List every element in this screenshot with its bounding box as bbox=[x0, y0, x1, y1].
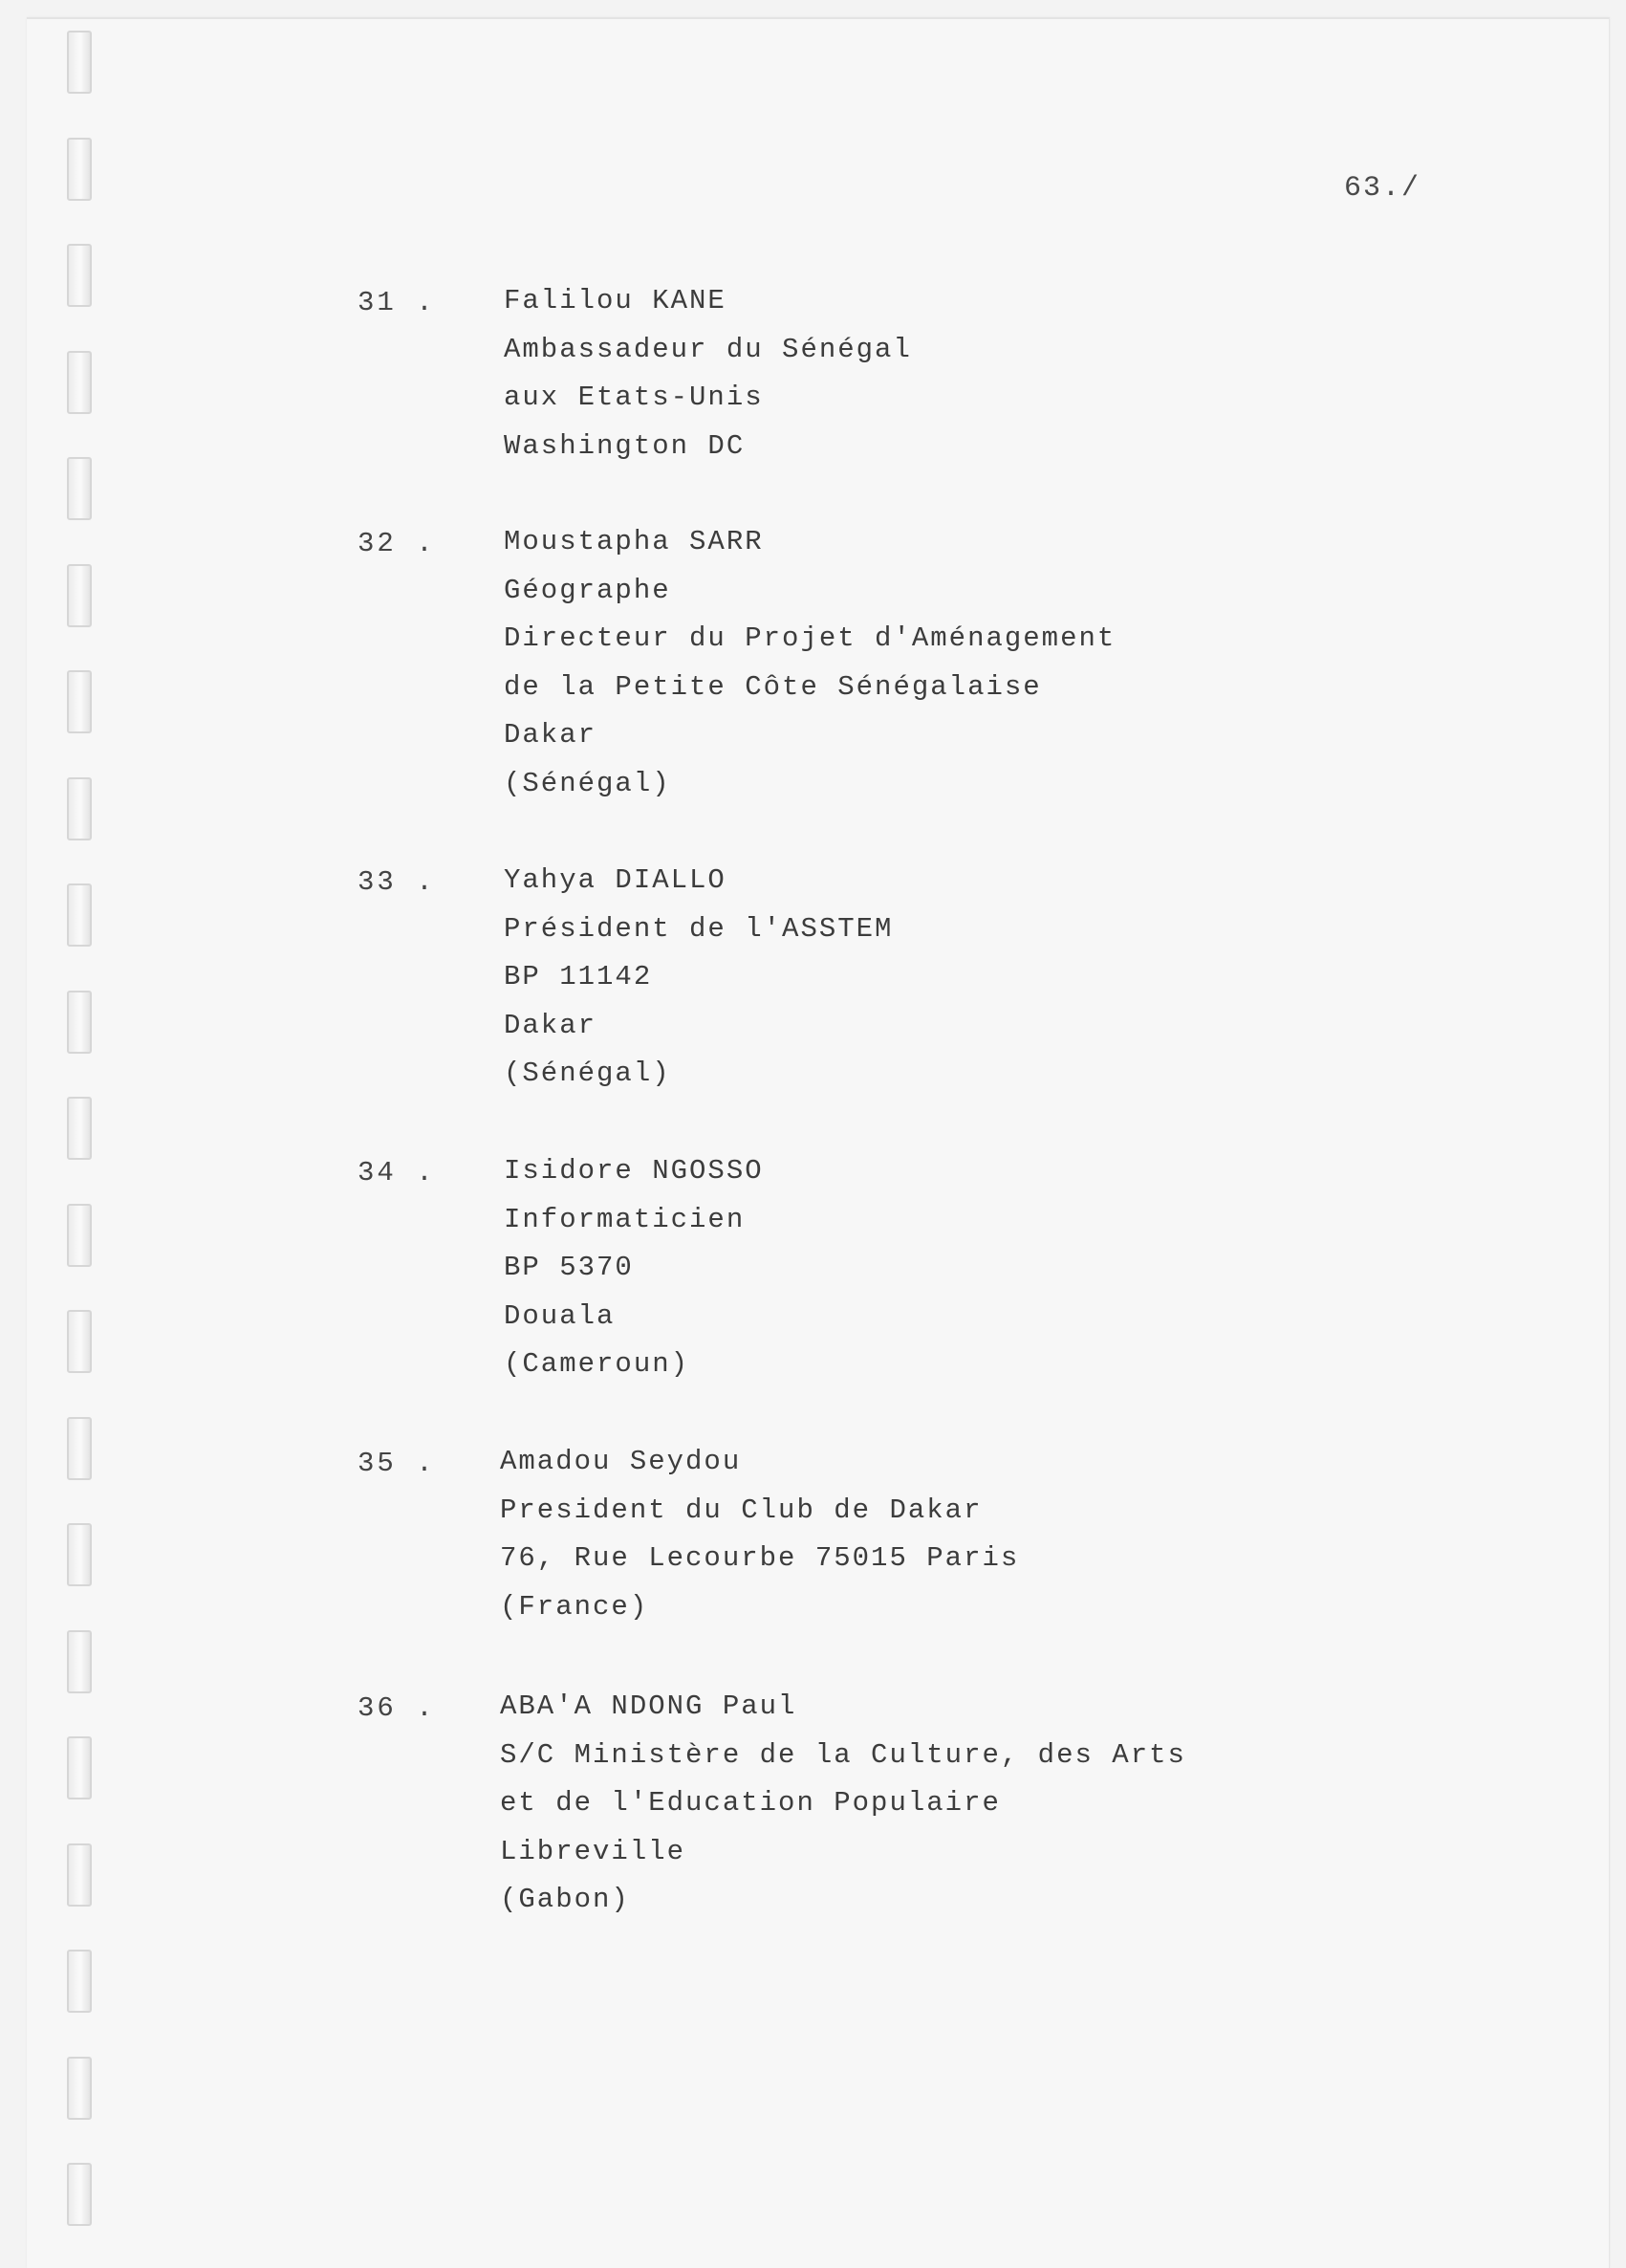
entry-line: ABA'A NDONG Paul bbox=[500, 1690, 797, 1722]
entry-line: Président de l'ASSTEM bbox=[504, 912, 894, 945]
entry-line: BP 5370 bbox=[504, 1252, 634, 1283]
entry-line: (Sénégal) bbox=[504, 1058, 671, 1089]
binding-ring bbox=[67, 883, 92, 947]
binding-ring bbox=[67, 670, 92, 733]
binding-ring bbox=[67, 457, 92, 520]
binding-ring bbox=[67, 991, 92, 1054]
entry-line: Isidore NGOSSO bbox=[504, 1155, 764, 1187]
binding-ring bbox=[67, 2057, 92, 2120]
entry-line: Washington DC bbox=[504, 429, 746, 462]
entry-address bbox=[500, 1448, 1019, 1641]
entry-address bbox=[500, 1692, 1186, 1934]
entry-number: 31 . bbox=[358, 287, 436, 318]
binding-ring bbox=[67, 777, 92, 840]
entry-line: President du Club de Dakar bbox=[500, 1494, 983, 1526]
entry-line: Moustapha SARR bbox=[504, 526, 764, 557]
entry-line: Dakar bbox=[504, 1009, 597, 1041]
entry-line: Falilou KANE bbox=[504, 285, 726, 316]
entry-line: (Cameroun) bbox=[504, 1348, 690, 1380]
entry-number: 32 . bbox=[358, 528, 436, 559]
entry-number: 36 . bbox=[358, 1692, 436, 1724]
binding-ring bbox=[67, 1736, 92, 1799]
entry-address bbox=[504, 287, 912, 480]
binding-ring bbox=[67, 1630, 92, 1693]
entry-line: BP 11142 bbox=[504, 961, 653, 992]
binding-ring bbox=[67, 351, 92, 414]
entry-address bbox=[504, 528, 1116, 818]
entry-number: 34 . bbox=[358, 1157, 436, 1189]
entry-line: Libreville bbox=[500, 1835, 686, 1867]
page-number: 63./ bbox=[1344, 172, 1421, 205]
entry-line: aux Etats-Unis bbox=[504, 382, 764, 413]
entry-line: Informaticien bbox=[504, 1203, 746, 1235]
entry-line: Douala bbox=[504, 1299, 616, 1332]
binding-ring bbox=[67, 1417, 92, 1480]
entry-number: 35 . bbox=[358, 1448, 436, 1479]
binding-ring bbox=[67, 564, 92, 627]
entry-line: (France) bbox=[500, 1590, 649, 1623]
entry-line: 76, Rue Lecourbe 75015 Paris bbox=[500, 1542, 1020, 1574]
binding-ring bbox=[67, 1204, 92, 1267]
binding-ring bbox=[67, 1523, 92, 1586]
entry-number: 33 . bbox=[358, 866, 436, 898]
binding-ring bbox=[67, 138, 92, 201]
entry-line: Amadou Seydou bbox=[500, 1446, 742, 1477]
binding-ring bbox=[67, 1843, 92, 1907]
entry-line: Directeur du Projet d'Aménagement bbox=[504, 622, 1117, 654]
entry-address bbox=[504, 1157, 764, 1399]
binding-ring bbox=[67, 1310, 92, 1373]
binding-ring bbox=[67, 1950, 92, 2013]
entry-line: et de l'Education Populaire bbox=[500, 1787, 1001, 1819]
entry-line: (Sénégal) bbox=[504, 767, 671, 799]
binding-ring bbox=[67, 2163, 92, 2226]
entry-line: Géographe bbox=[504, 574, 671, 606]
entry-line: Ambassadeur du Sénégal bbox=[504, 333, 912, 365]
binding-ring bbox=[67, 1097, 92, 1160]
binding-ring bbox=[67, 31, 92, 94]
entry-line: S/C Ministère de la Culture, des Arts bbox=[500, 1738, 1186, 1771]
entry-line: Dakar bbox=[504, 719, 597, 751]
binding-ring bbox=[67, 244, 92, 307]
entry-address bbox=[504, 866, 893, 1108]
entry-line: de la Petite Côte Sénégalaise bbox=[504, 670, 1042, 703]
entry-line: (Gabon) bbox=[500, 1884, 630, 1915]
ring-binding bbox=[67, 19, 96, 2266]
entry-line: Yahya DIALLO bbox=[504, 864, 726, 896]
